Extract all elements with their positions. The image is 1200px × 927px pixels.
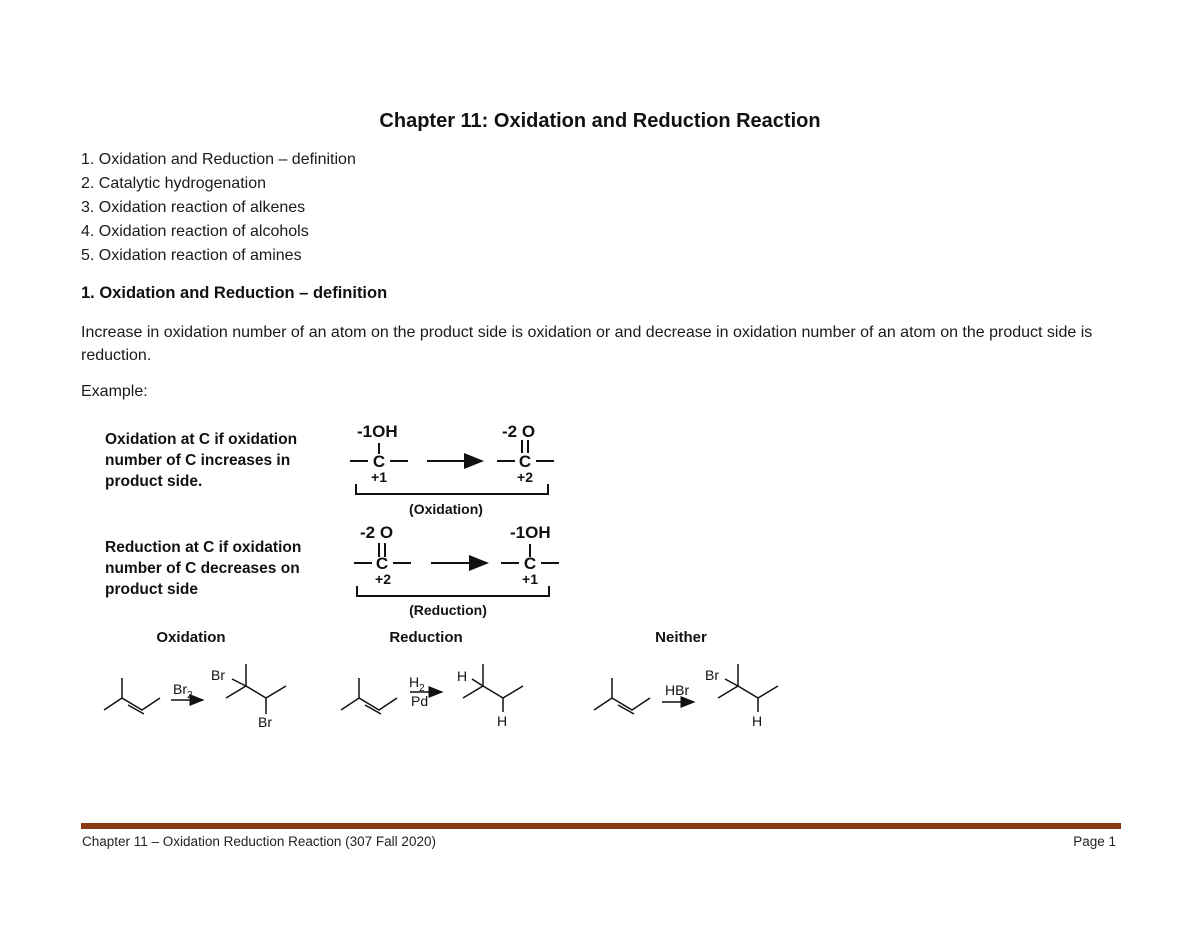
header-oxidation: Oxidation [156,629,226,646]
carbon-label: C [375,554,389,573]
oxidation-desc-line: product side. [105,473,203,490]
substituent-label: H [497,713,508,729]
reduction-desc-line: product side [105,581,199,598]
carbon-label: C [523,554,537,573]
footer-chapter-text: Chapter 11 – Oxidation Reduction Reaction (307 Fall 2020) [82,834,436,849]
substituent-label: Br [705,667,719,683]
red-right-bottom-label: +1 [522,571,538,587]
substituent-label: Br [211,667,225,683]
reagent-text: $H_2$ [409,674,425,694]
example-label: Example: [81,383,148,400]
table-of-contents [81,148,356,268]
reaction-2-labels [409,668,507,729]
reduction-desc-line: Reduction at C if oxidation [105,539,302,556]
header-neither: Neither [655,629,707,646]
subscript: 2 [187,690,193,701]
page-title: Chapter 11: Oxidation and Reduction Reaction [379,110,821,132]
footer-rule [81,823,1121,829]
reduction-scheme-labels [360,523,551,618]
oxidation-desc-line: Oxidation at C if oxidation [105,431,298,448]
definition-paragraph: Increase in oxidation number of an atom on the product side is oxidation or and decrease in oxidation number of an atom on the product side is reduction. [81,324,1093,364]
subscript: 2 [419,683,425,694]
reagent-label [173,681,193,701]
section-heading: 1. Oxidation and Reduction – definition [81,284,388,302]
substituent-label: Br [258,714,272,730]
reagent-text: HBr [665,682,690,698]
toc-item: 1. Oxidation and Reduction – definition [81,151,356,168]
reaction-3-labels [665,667,762,729]
ox-left-top-label: -1OH [357,422,398,441]
toc-item: 3. Oxidation reaction of alkenes [81,199,306,216]
oxidation-desc-line: number of C increases in [105,452,291,469]
toc-item: 5. Oxidation reaction of amines [81,247,302,264]
oxidation-caption: (Oxidation) [409,501,483,517]
ox-right-top-label: -2 O [502,422,536,441]
reaction-type-headers [156,629,707,646]
red-left-bottom-label: +2 [375,571,391,587]
reduction-desc-line: number of C decreases on [105,560,300,577]
reagent-text: Pd [411,693,429,709]
red-left-top-label: -2 O [360,523,394,542]
reduction-description [105,539,301,598]
reaction-1-labels [173,667,272,730]
ox-right-bottom-label: +2 [517,469,533,485]
substituent-label: H [457,668,468,684]
toc-item: 2. Catalytic hydrogenation [81,175,266,192]
toc-item: 4. Oxidation reaction of alcohols [81,223,309,240]
reaction-1-structures [104,664,286,714]
footer-page-number: Page 1 [1073,834,1116,849]
reagent-text: $Br_2$ [173,681,193,701]
reduction-caption: (Reduction) [409,602,487,618]
carbon-label: C [518,452,532,471]
oxidation-description [105,431,297,490]
carbon-label: C [372,452,386,471]
reaction-2-structures [341,664,523,714]
reaction-figure [0,400,1200,740]
substituent-label: H [752,713,763,729]
red-right-top-label: -1OH [510,523,551,542]
header-reduction: Reduction [389,629,463,646]
ox-left-bottom-label: +1 [371,469,387,485]
oxidation-scheme-labels [357,422,535,517]
